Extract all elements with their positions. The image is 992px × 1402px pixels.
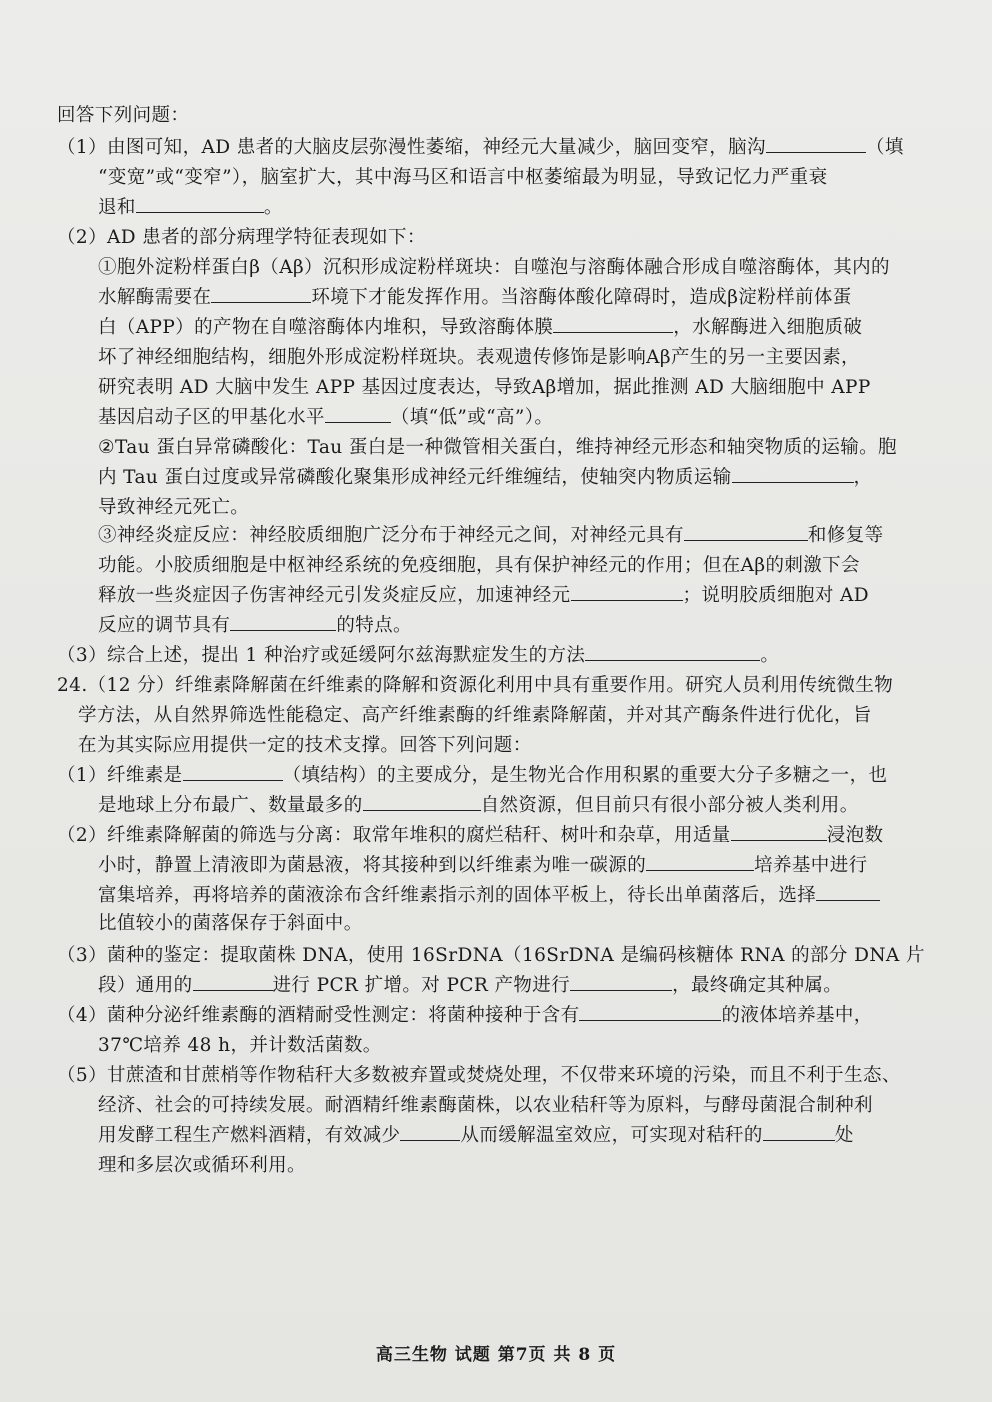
answer-blank[interactable] — [193, 972, 273, 991]
q2-p1-line-4: 坏了神经细胞结构，细胞外形成淀粉样斑块。表观遗传修饰是影响Aβ产生的另一主要因素， — [98, 347, 860, 368]
q24-s5-line-4: 理和多层次或循环利用。 — [98, 1155, 306, 1176]
q2-heading: （2）AD 患者的部分病理学特征表现如下： — [57, 227, 426, 248]
q24-s1-line-2: 是地球上分布最广、数量最多的 自然资源，但目前只有很小部分被人类利用。 — [98, 792, 859, 820]
answer-blank[interactable] — [585, 642, 760, 661]
q2-p2-line-2: 内 Tau 蛋白过度或异常磷酸化聚集形成神经元纤维缠结，使轴突内物质运输 ， — [98, 464, 872, 492]
q2-p3-line-3: 释放一些炎症因子伤害神经元引发炎症反应，加速神经元 ；说明胶质细胞对 AD — [98, 582, 869, 610]
q24-s2-line-1: （2）纤维素降解菌的筛选与分离：取常年堆积的腐烂秸秆、树叶和杂草，用适量 浸泡数 — [57, 822, 883, 850]
q2-p3-line-1: ③神经炎症反应：神经胶质细胞广泛分布于神经元之间，对神经元具有 和修复等 — [98, 522, 884, 550]
q2-p3-line-2: 功能。小胶质细胞是中枢神经系统的免疫细胞，具有保护神经元的作用；但在Aβ的刺激下会 — [98, 555, 860, 576]
q2-p1-line-6: 基因启动子区的甲基化水平 （填“低”或“高”）。 — [98, 404, 553, 432]
answer-blank[interactable] — [684, 522, 808, 541]
q24-s2-line-4: 比值较小的菌落保存于斜面中。 — [98, 913, 363, 934]
q1-line-2: “变宽”或“变窄”），脑室扩大，其中海马区和语言中枢萎缩最为明显，导致记忆力严重衰 — [98, 167, 828, 188]
answer-blank[interactable] — [570, 972, 672, 991]
q24-heading-2: 学方法，从自然界筛选性能稳定、高产纤维素酶的纤维素降解菌，并对其产酶条件进行优化，旨 — [78, 705, 872, 726]
answer-blank[interactable] — [136, 194, 264, 213]
q2-p1-line-3: 白（APP）的产物在自噬溶酶体内堆积，导致溶酶体膜 ，水解酶进入细胞质破 — [98, 314, 862, 342]
q24-s2-line-3: 富集培养，再将培养的菌液涂布含纤维素指示剂的固体平板上，待长出单菌落后，选择 — [98, 882, 880, 910]
answer-blank[interactable] — [763, 1122, 835, 1141]
q24-heading-3: 在为其实际应用提供一定的技术支撑。回答下列问题： — [78, 735, 532, 756]
intro-text: 回答下列问题： — [57, 105, 190, 126]
answer-blank[interactable] — [230, 612, 336, 631]
answer-blank[interactable] — [766, 134, 866, 153]
answer-blank[interactable] — [816, 882, 880, 901]
answer-blank[interactable] — [400, 1122, 460, 1141]
q24-s5-line-1: （5）甘蔗渣和甘蔗梢等作物秸秆大多数被弃置或焚烧处理，不仅带来环境的污染，而且不利于生态、 — [57, 1065, 901, 1086]
q24-heading-1: 24.（12 分）纤维素降解菌在纤维素的降解和资源化利用中具有重要作用。研究人员利用传统微生物 — [57, 675, 894, 696]
answer-blank[interactable] — [731, 822, 827, 841]
answer-blank[interactable] — [571, 582, 683, 601]
q1-line-1: （1）由图可知，AD 患者的大脑皮层弥漫性萎缩，神经元大量减少，脑回变窄，脑沟 （填 — [57, 134, 904, 162]
page-footer: 高三生物 试题 第7页 共 8 页 — [375, 1345, 617, 1365]
q24-s5-line-2: 经济、社会的可持续发展。耐酒精纤维素酶菌株，以农业秸秆等为原料，与酵母菌混合制种利 — [98, 1095, 873, 1116]
q24-s1-line-1: （1）纤维素是 （填结构）的主要成分，是生物光合作用积累的重要大分子多糖之一，也 — [57, 762, 887, 790]
answer-blank[interactable] — [646, 852, 754, 871]
answer-blank[interactable] — [325, 404, 391, 423]
q2-p1-line-1: ①胞外淀粉样蛋白β（Aβ）沉积形成淀粉样斑块：自噬泡与溶酶体融合形成自噬溶酶体，其内的 — [98, 257, 890, 278]
q2-p2-line-1: ②Tau 蛋白异常磷酸化：Tau 蛋白是一种微管相关蛋白，维持神经元形态和轴突物质的运输。胞 — [98, 437, 897, 458]
answer-blank[interactable] — [183, 762, 283, 781]
answer-blank[interactable] — [579, 1002, 721, 1021]
q2-p1-line-5: 研究表明 AD 大脑中发生 APP 基因过度表达，导致Aβ增加，据此推测 AD 大脑细胞中 APP — [98, 377, 871, 398]
q2-p1-line-2: 水解酶需要在 环境下才能发挥作用。当溶酶体酸化障碍时，造成β淀粉样前体蛋 — [98, 284, 852, 312]
q24-s4-line-2: 37℃培养 48 h，并计数活菌数。 — [98, 1035, 382, 1056]
answer-blank[interactable] — [553, 314, 673, 333]
q24-s4-line-1: （4）菌种分泌纤维素酶的酒精耐受性测定：将菌种接种于含有 的液体培养基中， — [57, 1002, 873, 1030]
answer-blank[interactable] — [732, 464, 854, 483]
q2-p3-line-4: 反应的调节具有 的特点。 — [98, 612, 412, 640]
q3-line: （3）综合上述，提出 1 种治疗或延缓阿尔兹海默症发生的方法 。 — [57, 642, 779, 670]
q24-s2-line-2: 小时，静置上清液即为菌悬液，将其接种到以纤维素为唯一碳源的 培养基中进行 — [98, 852, 868, 880]
answer-blank[interactable] — [363, 792, 481, 811]
q24-s5-line-3: 用发酵工程生产燃料酒精，有效减少 从而缓解温室效应，可实现对秸秆的 处 — [98, 1122, 854, 1150]
q2-p2-line-3: 导致神经元死亡。 — [98, 497, 250, 518]
q24-s3-line-2: 段）通用的 进行 PCR 扩增。对 PCR 产物进行 ，最终确定其种属。 — [98, 972, 842, 1000]
q24-s3-line-1: （3）菌种的鉴定：提取菌株 DNA，使用 16SrDNA（16SrDNA 是编码核糖体 RNA 的部分 DNA 片 — [57, 945, 925, 966]
q1-line-3: 退和 。 — [98, 194, 283, 222]
answer-blank[interactable] — [211, 284, 311, 303]
